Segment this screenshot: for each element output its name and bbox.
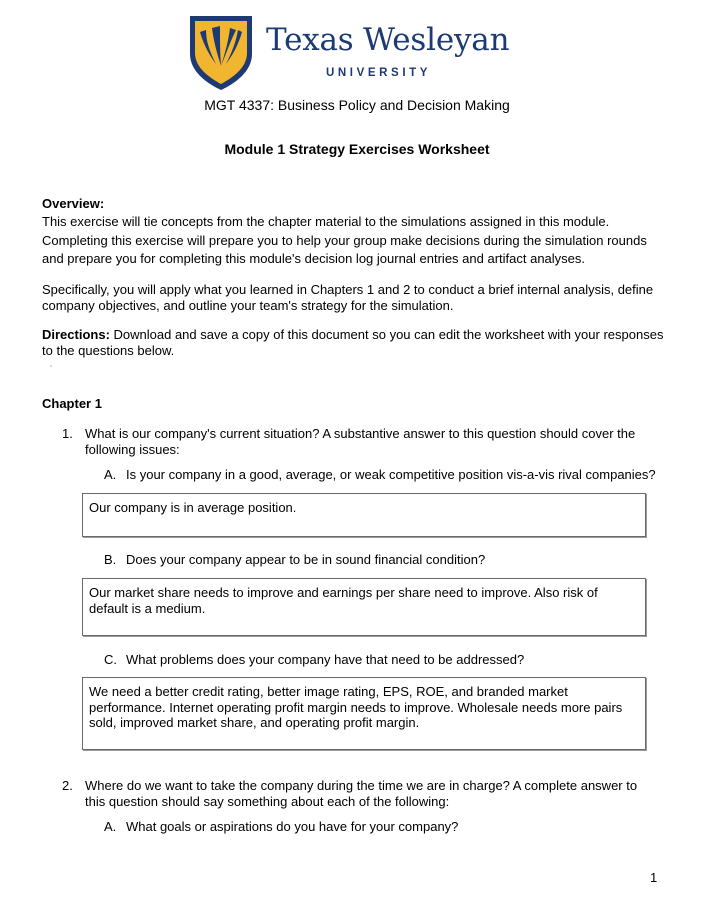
sub-letter: B.: [104, 552, 117, 567]
shield-logo-icon: [186, 12, 256, 92]
sub-question-text: What problems does your company have that need to be addressed?: [126, 652, 525, 667]
specifically-paragraph: Specifically, you will apply what you learned in Chapters 1 and 2 to conduct a brief internal analysis, define company objectives, and outline your team's strategy for the simulation.: [42, 282, 654, 313]
question-number: 1.: [62, 426, 73, 441]
directions-label: Directions:: [42, 327, 110, 342]
overview-body: This exercise will tie concepts from the chapter material to the simulations assigned in this module. Completing this exercise will prepare you to help your group make decisions during the simulation rounds and prepare you for completing this module's decision log journal entries and artifact analyses.: [42, 214, 647, 266]
answer-box-1b[interactable]: Our market share needs to improve and earnings per share need to improve. Also risk of default is a medium.: [82, 578, 646, 636]
page-number: 1: [650, 870, 658, 885]
stray-mark: [50, 365, 52, 367]
sub-letter: A.: [104, 819, 117, 834]
directions-text: Download and save a copy of this document so you can edit the worksheet with your responses to the questions below.: [42, 327, 664, 358]
sub-question-text: Is your company in a good, average, or weak competitive position vis-a-vis rival companies?: [126, 467, 656, 482]
logo-subtitle: UNIVERSITY: [326, 67, 432, 79]
logo-wordmark: Texas Wesleyan: [266, 22, 510, 58]
course-title: MGT 4337: Business Policy and Decision Making: [204, 97, 510, 113]
answer-box-1c[interactable]: We need a better credit rating, better image rating, EPS, ROE, and branded market performance. Internet operating profit margin needs to improve. Wholesale needs more pairs sold, improved market share, and operating profit margin.: [82, 677, 646, 750]
sub-question-text: Does your company appear to be in sound financial condition?: [126, 552, 486, 567]
chapter-heading: Chapter 1: [42, 396, 102, 411]
sub-letter: C.: [104, 652, 117, 667]
question-text: Where do we want to take the company during the time we are in charge? A complete answer to this question should say something about each of the following:: [85, 778, 638, 809]
sub-question-text: What goals or aspirations do you have for your company?: [126, 819, 459, 834]
overview-heading: Overview:: [42, 196, 105, 211]
directions-paragraph: [42, 327, 672, 358]
question-text: What is our company's current situation? A substantive answer to this question should cover the following issues:: [85, 426, 636, 457]
answer-box-1a[interactable]: Our company is in average position.: [82, 493, 646, 537]
question-number: 2.: [62, 778, 73, 793]
university-logo: [186, 12, 536, 92]
sub-letter: A.: [104, 467, 117, 482]
worksheet-title: Module 1 Strategy Exercises Worksheet: [224, 141, 490, 157]
